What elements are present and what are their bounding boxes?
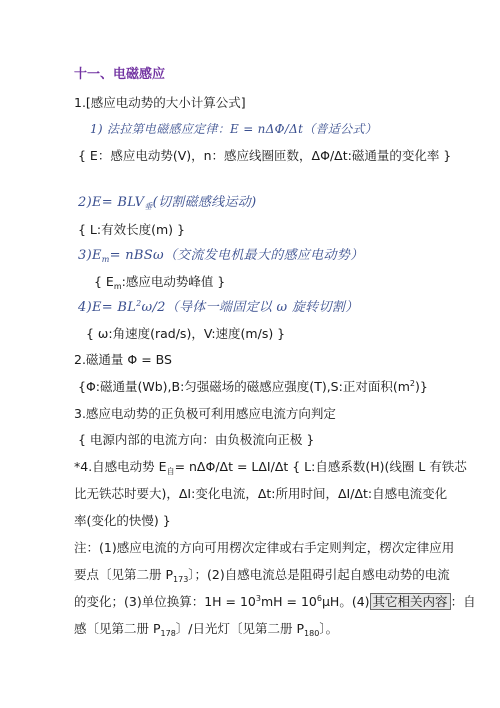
formula-3-note-b: :感应电动势峰值 } [121,274,226,289]
item3-heading: 3.感应电动势的正负极可利用感应电流方向判定 [74,406,336,421]
formula-1-handwritten: 1) 法拉第电磁感应定律：E = nΔΦ/Δt（普适公式） [90,122,378,136]
formula-2-main: 2)E= BLV [78,195,145,210]
formula-4-handwritten [78,300,358,316]
formula-2-rest: (切割磁感线运动) [152,195,257,210]
formula-4-a: 4)E= BL [78,300,137,315]
item2-note [78,379,428,395]
item4-line1 [74,459,467,475]
formula-3-handwritten [78,248,363,264]
item3-note: { 电源内部的电流方向：由负极流向正极 } [78,432,315,447]
notes-line3-a: 的变化；(3)单位换算：1H = 10 [74,594,256,609]
notes-line2-a: 要点〔见第二册 P [74,567,174,582]
notes-line2 [74,567,450,583]
highlighted-related-content: 其它相关内容 [370,593,451,610]
notes-line2-b: 〕；(2)自感电流总是阻碍引起自感电动势的电流 [188,567,450,582]
formula-4-b: ω/2（导体一端固定以 ω 旋转切割） [141,300,359,315]
item4-line1-b: = nΔΦ/Δt = LΔI/Δt { L:自感系数(H)(线圈 L 有铁芯 [174,459,467,474]
item4-line2: 比无铁芯时要大)，ΔI:变化电流，Δt:所用时间，ΔI/Δt:自感电流变化 [74,486,448,501]
notes-line3-c: μH。(4) [321,594,370,609]
notes-line4-sub2: 180 [304,629,320,638]
notes-line4-b: 〕/日光灯〔见第二册 P [175,621,305,636]
formula-2-note: { L:有效长度(m) } [78,222,185,237]
notes-line2-sub: 173 [173,575,189,584]
item1-heading: 1.[感应电动势的大小计算公式] [74,95,246,110]
notes-line4 [74,621,338,637]
item4-line3: 率(变化的快慢) } [74,513,171,528]
notes-line3-sup2: 6 [316,594,322,603]
formula-3-a: 3)E [78,248,102,263]
item2-note-sup: 2 [409,379,415,388]
item2-note-a: {Φ:磁通量(Wb),B:匀强磁场的磁感应强度(T),S:正对面积(m [78,379,410,394]
section-title: 十一、电磁感应 [74,67,166,82]
notes-line4-a: 感〔见第二册 P [74,621,161,636]
formula-4-note: { ω:角速度(rad/s)，V:速度(m/s) } [86,326,286,341]
notes-line4-sub1: 178 [160,629,176,638]
formula-3-note [94,274,225,290]
item4-line1-sub: 自 [166,467,175,476]
notes-line3-sup1: 3 [255,594,261,603]
notes-line4-c: 〕。 [319,621,339,636]
notes-line3-d: ：自 [450,594,476,609]
formula-2-handwritten [78,195,256,211]
formula-3-note-a: { E [94,274,114,289]
item4-line1-a: *4.自感电动势 E [74,459,167,474]
notes-line3-b: mH = 10 [260,594,317,609]
formula-2-sub: 垂 [144,202,153,211]
formula-4-sup: 2 [136,299,142,308]
notes-line3 [74,594,476,610]
formula-1-note: { E：感应电动势(V)，n：感应线圈匝数，ΔΦ/Δt:磁通量的变化率 } [78,148,452,163]
notes-line1: 注：(1)感应电流的方向可用楞次定律或右手定则判定，楞次定律应用 [74,540,455,555]
item2-heading: 2.磁通量 Φ = BS [74,352,172,367]
item2-note-b: )} [414,379,428,394]
formula-3-b: = nBSω（交流发电机最大的感应电动势） [109,248,364,263]
formula-3-sub: m [101,255,110,264]
formula-3-note-sub: m [113,282,122,291]
